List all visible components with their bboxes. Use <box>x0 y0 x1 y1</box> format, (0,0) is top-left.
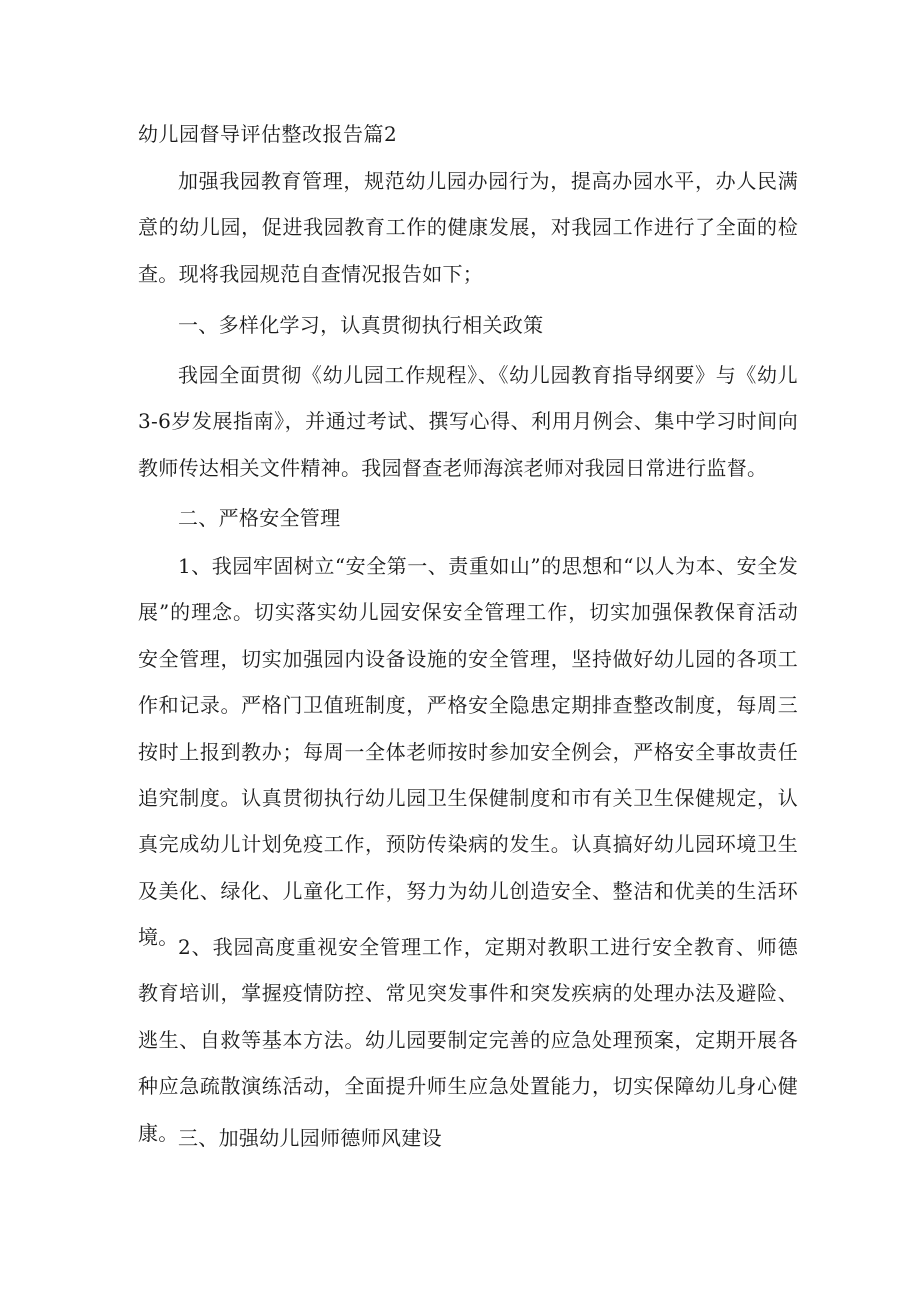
document-title: 幼儿园督导评估整改报告篇2 <box>138 122 398 146</box>
section-2-paragraph-1: 1、我园牢固树立“安全第一、责重如山”的思想和“以人为本、安全发展”的理念。切实落实幼儿园安保安全管理工作，切实加强保教保育活动安全管理，切实加强园内设备设施的安全管理，坚持做好幼儿园的各项工作和记录。严格门卫值班制度，严格安全隐患定期排查整改制度，每周三按时上报到教办；每周一全体老师按时参加安全例会，严格安全事故责任追究制度。认真贯彻执行幼儿园卫生保健制度和市有关卫生保健规定，认真完成幼儿计划免疫工作，预防传染病的发生。认真搞好幼儿园环境卫生及美化、绿化、儿童化工作，努力为幼儿创造安全、整洁和优美的生活环境。 <box>138 554 798 950</box>
section-1-paragraph-1: 我园全面贯彻《幼儿园工作规程》、《幼儿园教育指导纲要》与《幼儿3-6岁发展指南》，并通过考试、撰写心得、利用月例会、集中学习时间向教师传达相关文件精神。我园督查老师海滨老师对我园日常进行监督。 <box>138 363 798 480</box>
section-heading-2: 二、严格安全管理 <box>178 506 341 530</box>
intro-paragraph: 加强我园教育管理，规范幼儿园办园行为，提高办园水平，办人民满意的幼儿园，促进我园教育工作的健康发展，对我园工作进行了全面的检查。现将我园规范自查情况报告如下； <box>138 169 798 286</box>
section-2-paragraph-2: 2、我园高度重视安全管理工作，定期对教职工进行安全教育、师德教育培训，掌握疫情防控、常见突发事件和突发疾病的处理办法及避险、逃生、自救等基本方法。幼儿园要制定完善的应急处理预案，定期开展各种应急疏散演练活动，全面提升师生应急处置能力，切实保障幼儿身心健康。 <box>138 935 798 1145</box>
section-heading-3: 三、加强幼儿园师德师风建设 <box>178 1126 442 1150</box>
section-heading-1: 一、多样化学习，认真贯彻执行相关政策 <box>178 313 544 337</box>
